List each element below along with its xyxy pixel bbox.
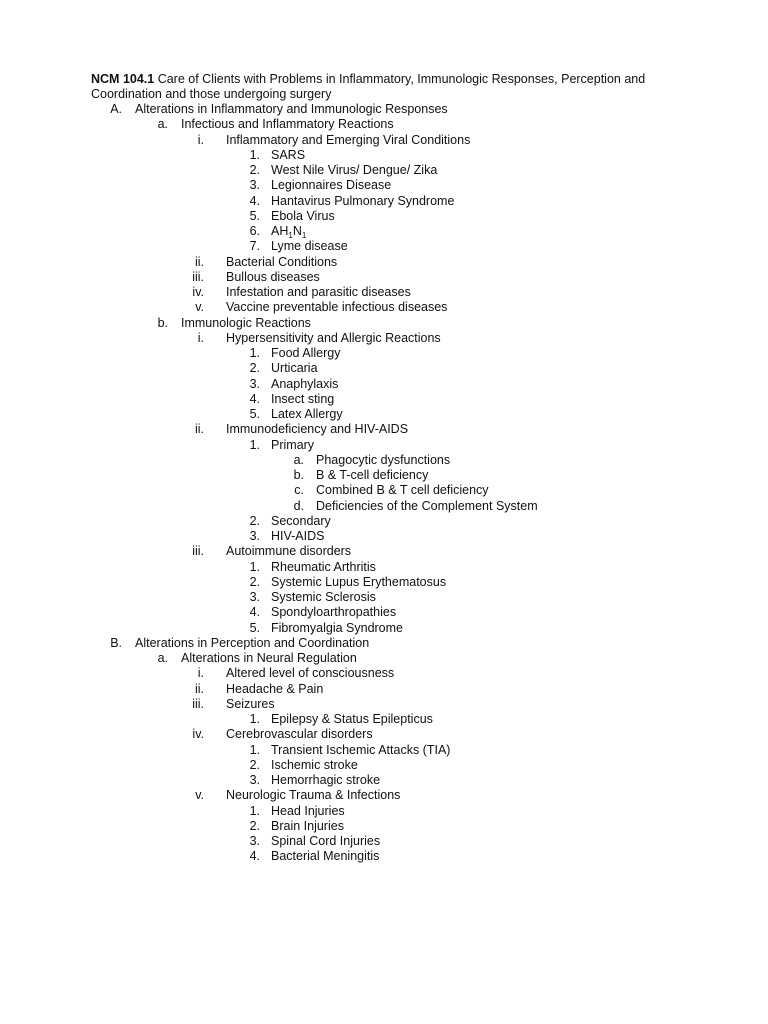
outline-item-level-4 (0, 590, 768, 605)
outline-marker: 3. (249, 178, 260, 193)
outline-marker: ii. (194, 254, 204, 269)
outline-marker: 2. (249, 163, 260, 177)
outline-label: Transient Ischemic Attacks (TIA) (271, 742, 451, 757)
outline-marker: A. (110, 102, 122, 116)
course-code: NCM 104.1 (91, 72, 155, 86)
outline-item-level-4 (0, 605, 768, 620)
outline-marker: 6. (249, 224, 260, 238)
outline-label: Infectious and Inflammatory Reactions (181, 117, 394, 132)
outline-item-level-4 (0, 834, 768, 849)
outline-marker: 1. (249, 803, 260, 818)
outline-label: Infestation and parasitic diseases (226, 285, 411, 299)
outline-marker: 4. (249, 605, 260, 620)
outline-item-level-3 (0, 422, 768, 437)
outline-item-level-5 (0, 468, 768, 483)
outline-item-level-4 (0, 849, 768, 864)
outline-label: Altered level of consciousness (226, 666, 395, 681)
outline-item-level-2 (0, 316, 768, 331)
outline-marker: ii. (194, 681, 204, 696)
outline-label (271, 224, 306, 240)
outline-marker: iv. (192, 285, 204, 299)
outline-item-level-4 (0, 804, 768, 819)
outline-label: West Nile Virus/ Dengue/ Zika (271, 163, 438, 177)
outline-marker: 3. (249, 529, 260, 543)
outline-label: SARS (271, 147, 306, 162)
outline-item-level-4 (0, 392, 768, 407)
outline-marker: 2. (249, 757, 260, 772)
outline-label: Epilepsy & Status Epilepticus (271, 712, 433, 726)
outline-item-level-4 (0, 209, 768, 224)
outline-marker: 2. (249, 361, 260, 376)
outline-item-level-4 (0, 438, 768, 453)
outline-label: Alterations in Perception and Coordination (135, 635, 370, 650)
outline-marker: 3. (249, 834, 260, 848)
outline-item-level-4 (0, 575, 768, 590)
outline-marker: 4. (249, 193, 260, 208)
outline-item-level-4 (0, 514, 768, 529)
outline-label: Fibromyalgia Syndrome (271, 620, 403, 635)
outline-item-level-3 (0, 788, 768, 803)
topic-outline (0, 102, 768, 865)
outline-label: Spondyloarthropathies (271, 605, 397, 620)
outline-marker: c. (294, 483, 304, 498)
outline-label: Urticaria (271, 361, 318, 376)
outline-marker: ii. (194, 422, 204, 437)
outline-item-level-4 (0, 148, 768, 163)
outline-label: Hantavirus Pulmonary Syndrome (271, 193, 455, 208)
outline-item-level-4 (0, 178, 768, 193)
outline-item-level-4 (0, 194, 768, 209)
outline-marker: v. (195, 788, 204, 803)
outline-item-level-3 (0, 331, 768, 346)
outline-item-level-3 (0, 270, 768, 285)
subscript: 1 (288, 231, 293, 240)
outline-label: Bullous diseases (226, 269, 320, 284)
outline-marker: iii. (192, 544, 204, 559)
outline-marker: 3. (249, 376, 260, 391)
outline-label: Vaccine preventable infectious diseases (226, 300, 448, 315)
outline-item-level-5 (0, 499, 768, 514)
outline-label: Seizures (226, 696, 275, 711)
outline-marker: iii. (192, 696, 204, 711)
outline-marker: 7. (249, 239, 260, 254)
outline-label: Alterations in Inflammatory and Immunologic Responses (135, 102, 448, 116)
outline-item-level-3 (0, 300, 768, 315)
outline-marker: a. (157, 651, 168, 665)
outline-marker: 2. (249, 513, 260, 528)
outline-item-level-2 (0, 117, 768, 132)
outline-item-level-1 (0, 636, 768, 651)
outline-label: Latex Allergy (271, 407, 343, 421)
outline-item-level-4 (0, 377, 768, 392)
outline-marker: b. (157, 315, 168, 330)
outline-item-level-3 (0, 285, 768, 300)
outline-marker: iv. (192, 727, 204, 742)
outline-label: Ischemic stroke (271, 757, 358, 772)
outline-marker: a. (293, 452, 304, 467)
outline-label: Alterations in Neural Regulation (181, 651, 357, 665)
outline-label: Deficiencies of the Complement System (316, 498, 538, 513)
label-part: N (292, 224, 302, 238)
outline-item-level-4 (0, 224, 768, 239)
outline-marker: d. (293, 498, 304, 513)
course-title: Care of Clients with Problems in Inflammatory, Immunologic Responses, Perception and Coordination and those undergoing surgery (91, 72, 646, 102)
outline-item-level-3 (0, 727, 768, 742)
outline-item-level-4 (0, 712, 768, 727)
outline-item-level-4 (0, 407, 768, 422)
outline-label: Hypersensitivity and Allergic Reactions (226, 330, 441, 345)
outline-label: Brain Injuries (271, 818, 344, 833)
subscript: 1 (301, 231, 307, 240)
outline-item-level-2 (0, 651, 768, 666)
outline-item-level-4 (0, 621, 768, 636)
outline-marker: 3. (249, 773, 260, 787)
outline-label: Cerebrovascular disorders (226, 727, 373, 742)
outline-label: Food Allergy (271, 346, 341, 360)
outline-label: Neurologic Trauma & Infections (226, 788, 401, 803)
outline-item-level-4 (0, 346, 768, 361)
outline-label: HIV-AIDS (271, 529, 325, 543)
outline-marker: b. (293, 468, 304, 482)
label-part: AH (271, 224, 289, 238)
outline-label: Head Injuries (271, 803, 345, 818)
outline-label: Autoimmune disorders (226, 544, 352, 559)
outline-label: Headache & Pain (226, 681, 324, 696)
outline-label: Combined B & T cell deficiency (316, 483, 489, 498)
outline-item-level-3 (0, 666, 768, 681)
outline-item-level-4 (0, 773, 768, 788)
outline-label: Bacterial Conditions (226, 254, 338, 269)
outline-label: Lyme disease (271, 239, 348, 254)
outline-label: B & T-cell deficiency (316, 468, 429, 482)
outline-label: Primary (271, 437, 315, 452)
outline-marker: 2. (249, 574, 260, 589)
outline-label: Immunologic Reactions (181, 315, 311, 330)
outline-label: Immunodeficiency and HIV-AIDS (226, 422, 409, 437)
outline-item-level-4 (0, 361, 768, 376)
outline-label: Rheumatic Arthritis (271, 559, 376, 574)
outline-marker: 4. (249, 849, 260, 864)
outline-item-level-3 (0, 133, 768, 148)
outline-marker: iii. (192, 269, 204, 284)
outline-item-level-4 (0, 743, 768, 758)
outline-item-level-4 (0, 758, 768, 773)
outline-marker: 2. (249, 818, 260, 833)
outline-marker: a. (157, 117, 168, 132)
outline-marker: 5. (249, 620, 260, 635)
outline-marker: 4. (249, 391, 260, 406)
outline-marker: i. (197, 666, 204, 681)
outline-item-level-3 (0, 682, 768, 697)
outline-item-level-3 (0, 255, 768, 270)
outline-marker: i. (197, 330, 204, 345)
outline-item-level-4 (0, 163, 768, 178)
outline-label: Secondary (271, 513, 331, 528)
outline-item-level-4 (0, 529, 768, 544)
outline-marker: 1. (249, 147, 260, 162)
outline-label: Insect sting (271, 391, 335, 406)
document-header (91, 72, 691, 102)
outline-label: Ebola Virus (271, 208, 335, 223)
outline-marker: 1. (249, 712, 260, 726)
outline-marker: 3. (249, 590, 260, 604)
outline-label: Systemic Lupus Erythematosus (271, 574, 447, 589)
outline-label: Spinal Cord Injuries (271, 834, 381, 848)
outline-label: Hemorrhagic stroke (271, 773, 381, 787)
outline-marker: i. (197, 132, 204, 147)
outline-label: Legionnaires Disease (271, 178, 392, 193)
outline-label: Inflammatory and Emerging Viral Conditions (226, 132, 471, 147)
outline-label: Systemic Sclerosis (271, 590, 376, 604)
outline-item-level-3 (0, 544, 768, 559)
outline-item-level-4 (0, 239, 768, 254)
outline-marker: 1. (249, 559, 260, 574)
outline-marker: 5. (249, 407, 260, 421)
outline-marker: 5. (249, 208, 260, 223)
outline-item-level-3 (0, 697, 768, 712)
outline-label: Anaphylaxis (271, 376, 339, 391)
outline-marker: v. (195, 300, 204, 315)
outline-item-level-1 (0, 102, 768, 117)
outline-item-level-5 (0, 483, 768, 498)
outline-item-level-4 (0, 560, 768, 575)
outline-item-level-4 (0, 819, 768, 834)
outline-marker: B. (110, 635, 122, 650)
outline-marker: 1. (249, 742, 260, 757)
outline-label: Bacterial Meningitis (271, 849, 380, 864)
outline-marker: 1. (249, 437, 260, 452)
outline-label: Phagocytic dysfunctions (316, 452, 451, 467)
outline-item-level-5 (0, 453, 768, 468)
outline-marker: 1. (249, 346, 260, 360)
